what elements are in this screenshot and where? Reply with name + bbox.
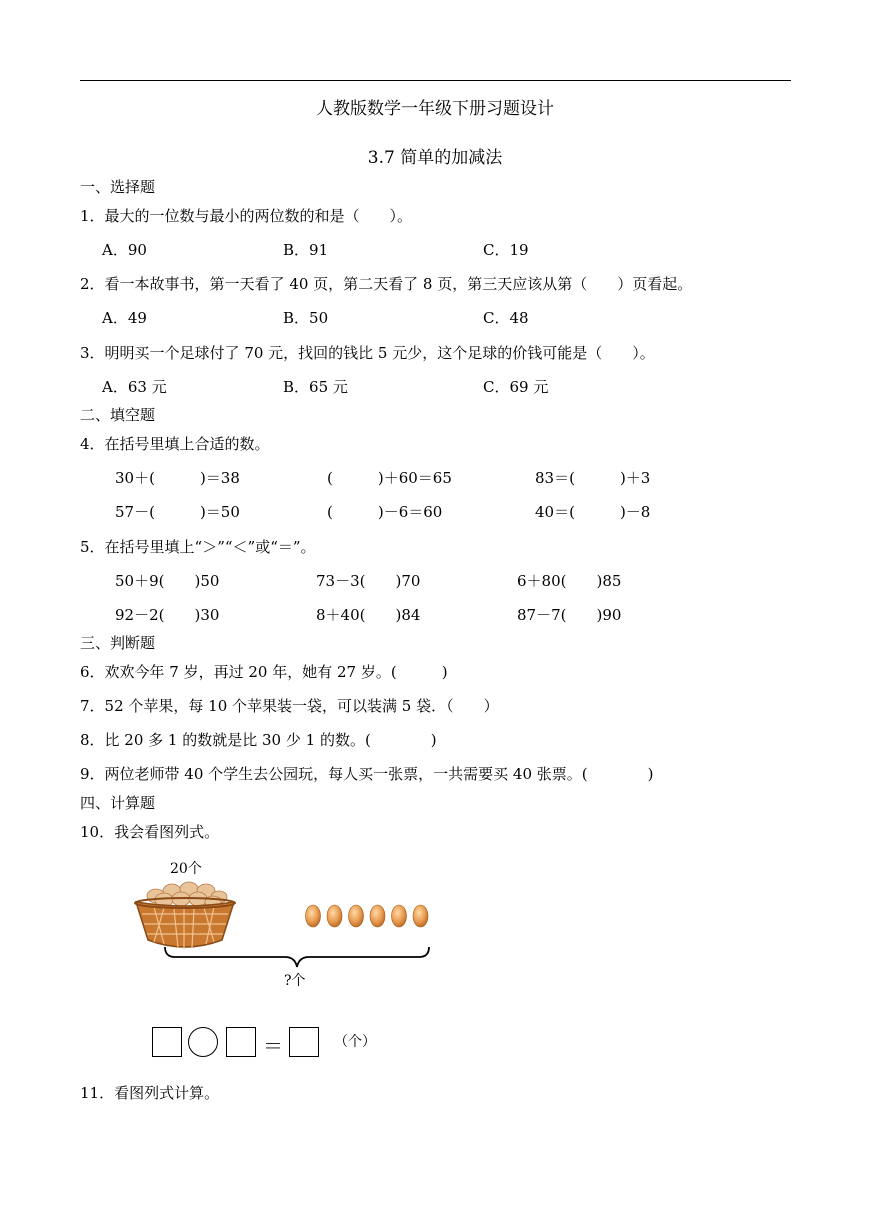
section-heading-choice: 一、选择题 [80, 178, 156, 196]
q3-option-a: A．63 元 [102, 378, 167, 396]
egg-icon [349, 905, 364, 927]
answer-box-1[interactable] [152, 1027, 182, 1057]
total-brace [160, 945, 435, 970]
q5-item: 50＋9( )50 [115, 572, 220, 590]
egg-icon [413, 905, 428, 927]
q5-item: 87－7( )90 [517, 606, 622, 624]
answer-box-2[interactable] [226, 1027, 256, 1057]
page-subtitle: 3.7 简单的加减法 [367, 148, 503, 168]
section-heading-judge: 三、判断题 [80, 634, 156, 652]
q3-option-b: B．65 元 [283, 378, 348, 396]
q5-item: 8＋40( )84 [316, 606, 421, 624]
q1-option-c: C．19 [483, 241, 529, 259]
egg-icon [327, 905, 342, 927]
section-heading-calc: 四、计算题 [80, 794, 156, 812]
q4-item: 57－( )＝50 [115, 503, 240, 521]
question-3: 3．明明买一个足球付了 70 元，找回的钱比 5 元少，这个足球的价钱可能是（ ）。 [80, 344, 655, 362]
total-label: ?个 [284, 973, 306, 989]
section-heading-fill: 二、填空题 [80, 406, 156, 424]
q4-item: 40＝( )－8 [535, 503, 651, 521]
egg-icon [370, 905, 385, 927]
answer-box-result[interactable] [289, 1027, 319, 1057]
q4-item: 83＝( )＋3 [535, 469, 651, 487]
q5-item: 73－3( )70 [316, 572, 421, 590]
question-11: 11．看图列式计算。 [80, 1084, 220, 1102]
question-2: 2．看一本故事书，第一天看了 40 页，第二天看了 8 页，第三天应该从第（ ）页看起。 [80, 275, 693, 293]
equals-sign: ＝ [263, 1034, 283, 1058]
q1-option-a: A．90 [102, 241, 147, 259]
question-5: 5．在括号里填上“＞”“＜”或“＝”。 [80, 538, 316, 556]
eggs-row [303, 903, 433, 931]
basket-label: 20个 [170, 861, 202, 877]
operator-circle[interactable] [188, 1027, 218, 1057]
q4-item: 30＋( )＝38 [115, 469, 240, 487]
unit-label: （个） [334, 1034, 376, 1050]
question-4: 4．在括号里填上合适的数。 [80, 435, 270, 453]
q1-option-b: B．91 [283, 241, 329, 259]
egg-basket-icon [134, 874, 236, 954]
q5-item: 92－2( )30 [115, 606, 220, 624]
q3-option-c: C．69 元 [483, 378, 549, 396]
question-10: 10．我会看图列式。 [80, 823, 220, 841]
question-1: 1．最大的一位数与最小的两位数的和是（ ）。 [80, 207, 413, 225]
egg-icon [392, 905, 407, 927]
top-rule [80, 80, 791, 81]
q4-item: ( )－6＝60 [327, 503, 443, 521]
q2-option-b: B．50 [283, 309, 329, 327]
q2-option-c: C．48 [483, 309, 529, 327]
egg-icon [306, 905, 321, 927]
question-6: 6．欢欢今年 7 岁，再过 20 年，她有 27 岁。( ) [80, 663, 448, 681]
q2-option-a: A．49 [102, 309, 147, 327]
question-9: 9．两位老师带 40 个学生去公园玩，每人买一张票，一共需要买 40 张票。( ) [80, 765, 654, 783]
q4-item: ( )＋60＝65 [327, 469, 452, 487]
question-7: 7．52 个苹果，每 10 个苹果装一袋，可以装满 5 袋．（ ） [80, 697, 499, 715]
question-8: 8．比 20 多 1 的数就是比 30 少 1 的数。( ) [80, 731, 437, 749]
page-title: 人教版数学一年级下册习题设计 [316, 99, 554, 119]
q5-item: 6＋80( )85 [517, 572, 622, 590]
